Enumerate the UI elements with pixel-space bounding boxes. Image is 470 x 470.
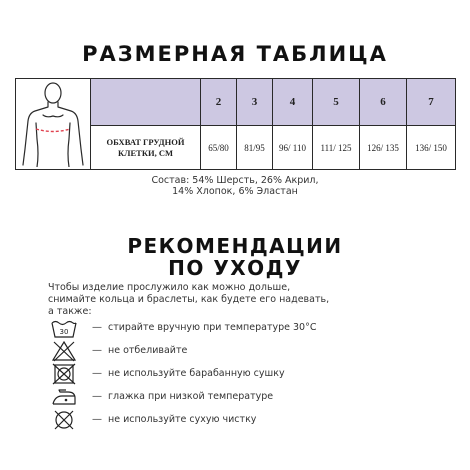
care-title-line-1: РЕКОМЕНДАЦИИ	[127, 234, 343, 258]
care-item-hand-wash	[50, 317, 450, 339]
care-dash: —	[92, 345, 102, 356]
care-text-no-tumble-dry: не используйте барабанную сушку	[108, 368, 285, 379]
iron-low-icon	[50, 386, 78, 408]
measurement-cell: 65/80	[201, 126, 237, 170]
measurement-cell: 136/ 150	[407, 126, 456, 170]
measurement-cell: 96/ 110	[273, 126, 313, 170]
body-figure	[16, 79, 91, 170]
care-intro-line-3: а также:	[48, 306, 92, 317]
care-title-line-2: ПО УХОДУ	[168, 256, 302, 280]
no-tumble-dry-icon	[50, 363, 78, 385]
no-bleach-icon	[50, 340, 78, 362]
measurement-cell: 111/ 125	[313, 126, 360, 170]
measurement-cell: 81/95	[237, 126, 273, 170]
header-blank-cell	[91, 79, 201, 126]
care-intro-line-1: Чтобы изделие прослужило как можно дольше,	[48, 282, 291, 293]
size-header-cell: 5	[313, 79, 360, 126]
care-text-iron-low: глажка при низкой температуре	[108, 391, 274, 402]
no-dry-clean-icon	[50, 409, 78, 431]
care-item-iron-low	[50, 386, 450, 408]
care-dash: —	[92, 322, 102, 333]
composition-line-2: 14% Хлопок, 6% Эластан	[172, 186, 298, 197]
size-header-cell: 4	[273, 79, 313, 126]
size-header-cell: 3	[237, 79, 273, 126]
care-item-no-bleach	[50, 340, 450, 362]
chest-girth-label-line2: КЛЕТКИ, СМ	[117, 147, 174, 158]
care-text-no-bleach: не отбеливайте	[108, 345, 188, 356]
chest-girth-label-line1: ОБХВАТ ГРУДНОЙ	[106, 136, 185, 147]
care-item-no-tumble-dry	[50, 363, 450, 385]
size-table-title: РАЗМЕРНАЯ ТАБЛИЦА	[82, 42, 388, 66]
care-item-no-dry-clean	[50, 409, 450, 431]
chest-measure-line	[36, 129, 70, 132]
composition-line-1: Состав: 54% Шерсть, 26% Акрил,	[151, 175, 319, 186]
care-text-no-dry-clean: не используйте сухую чистку	[108, 414, 257, 425]
measurement-cell: 126/ 135	[360, 126, 407, 170]
size-header-cell: 2	[201, 79, 237, 126]
size-table	[15, 78, 456, 170]
wash-30-icon	[50, 317, 78, 339]
care-dash: —	[92, 414, 102, 425]
size-header-cell: 6	[360, 79, 407, 126]
wash-temp-label: 30	[59, 328, 69, 336]
chest-girth-label	[91, 126, 201, 170]
size-header-cell: 7	[407, 79, 456, 126]
torso-silhouette-icon	[17, 79, 89, 167]
care-dash: —	[92, 368, 102, 379]
care-intro-line-2: снимайте кольца и браслеты, как будете его надевать,	[48, 294, 330, 305]
care-dash: —	[92, 391, 102, 402]
care-text-hand-wash: стирайте вручную при температуре 30°С	[108, 322, 317, 333]
